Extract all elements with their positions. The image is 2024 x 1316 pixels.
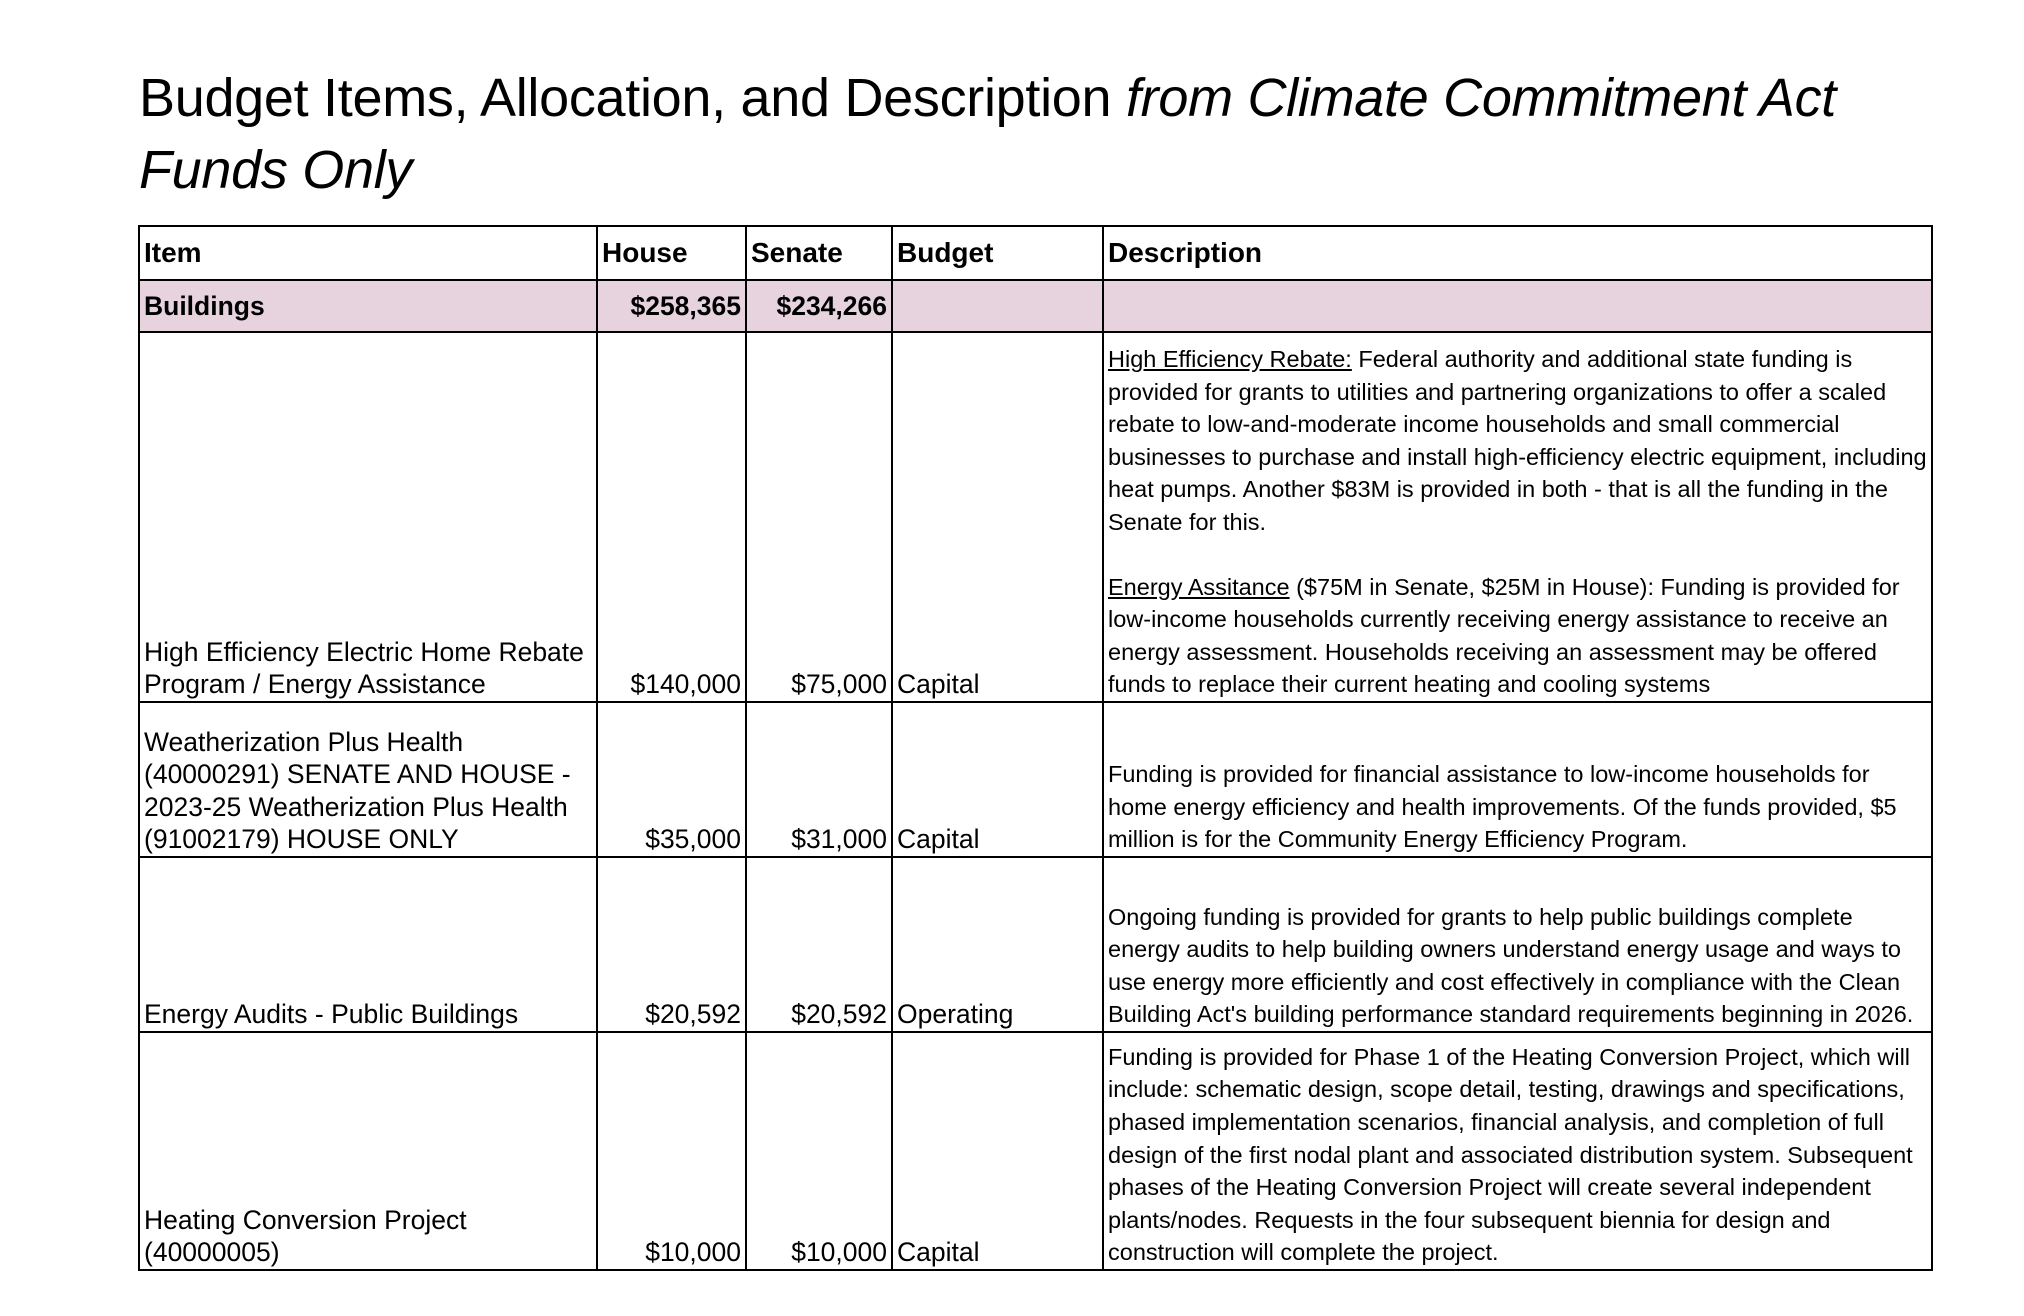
item-cell: Energy Audits - Public Buildings <box>139 857 597 1032</box>
section-senate-total: $234,266 <box>746 280 892 332</box>
table-row <box>139 702 1932 857</box>
page-title-main: Budget Items, Allocation, and Description <box>139 68 1126 128</box>
section-house-total: $258,365 <box>597 280 746 332</box>
table-header-row <box>139 226 1932 280</box>
house-cell: $10,000 <box>597 1032 746 1270</box>
budget-cell: Capital <box>892 1032 1103 1270</box>
description-paragraph <box>1108 571 1927 701</box>
description-label: High Efficiency Rebate: <box>1108 346 1352 373</box>
budget-cell: Capital <box>892 332 1103 702</box>
budget-cell: Operating <box>892 857 1103 1032</box>
description-text: Federal authority and additional state funding is provided for grants to utilities and partnering organizations to offer a scaled rebate to low-and-moderate income households and small commercial businesses to purchase and install high-efficiency electric equipment, including heat pumps. Another $83M is provided in both - that is all the funding in the Senate for this. <box>1108 346 1927 536</box>
budget-table <box>138 225 1933 1271</box>
senate-cell: $20,592 <box>746 857 892 1032</box>
section-budget <box>892 280 1103 332</box>
senate-cell: $10,000 <box>746 1032 892 1270</box>
page-title-emphasis: from Climate Commitment Act Funds Only <box>139 68 1836 200</box>
column-header-house: House <box>597 226 746 280</box>
column-header-senate: Senate <box>746 226 892 280</box>
house-cell: $35,000 <box>597 702 746 857</box>
column-header-budget: Budget <box>892 226 1103 280</box>
description-cell: Funding is provided for financial assistance to low-income households for home energy efficiency and health improvements. Of the funds provided, $5 million is for the Community Energy Efficiency Program. <box>1103 702 1932 857</box>
description-cell <box>1103 332 1932 702</box>
description-label: Energy Assitance <box>1108 573 1290 600</box>
paragraph-gap <box>1108 539 1927 571</box>
house-cell: $20,592 <box>597 857 746 1032</box>
section-description <box>1103 280 1932 332</box>
column-header-description: Description <box>1103 226 1932 280</box>
budget-cell: Capital <box>892 702 1103 857</box>
description-text: ($75M in Senate, $25M in House): Funding is provided for low-income households currently receiving energy assistance to receive an energy assessment. Households receiving an assessment may be offered funds to replace their current heating and cooling systems <box>1108 573 1900 698</box>
table-row <box>139 1032 1932 1270</box>
column-header-item: Item <box>139 226 597 280</box>
senate-cell: $31,000 <box>746 702 892 857</box>
table-row <box>139 332 1932 702</box>
section-name: Buildings <box>139 280 597 332</box>
section-row-buildings <box>139 280 1932 332</box>
description-paragraph <box>1108 343 1927 539</box>
senate-cell: $75,000 <box>746 332 892 702</box>
item-cell: Heating Conversion Project (40000005) <box>139 1032 597 1270</box>
description-cell: Ongoing funding is provided for grants to help public buildings complete energy audits to help building owners understand energy usage and ways to use energy more efficiently and cost effectively in compliance with the Clean Building Act's building performance standard requirements beginning in 2026. <box>1103 857 1932 1032</box>
item-cell: High Efficiency Electric Home Rebate Program / Energy Assistance <box>139 332 597 702</box>
description-cell: Funding is provided for Phase 1 of the Heating Conversion Project, which will include: schematic design, scope detail, testing, drawings and specifications, phased implementation scenarios, financial analysis, and completion of full design of the first nodal plant and associated distribution system. Subsequent phases of the Heating Conversion Project will create several independent plants/nodes. Requests in the four subsequent biennia for design and construction will complete the project. <box>1103 1032 1932 1270</box>
page-title <box>139 62 1959 206</box>
house-cell: $140,000 <box>597 332 746 702</box>
item-cell: Weatherization Plus Health (40000291) SENATE AND HOUSE - 2023-25 Weatherization Plus Health (91002179) HOUSE ONLY <box>139 702 597 857</box>
table-row <box>139 857 1932 1032</box>
